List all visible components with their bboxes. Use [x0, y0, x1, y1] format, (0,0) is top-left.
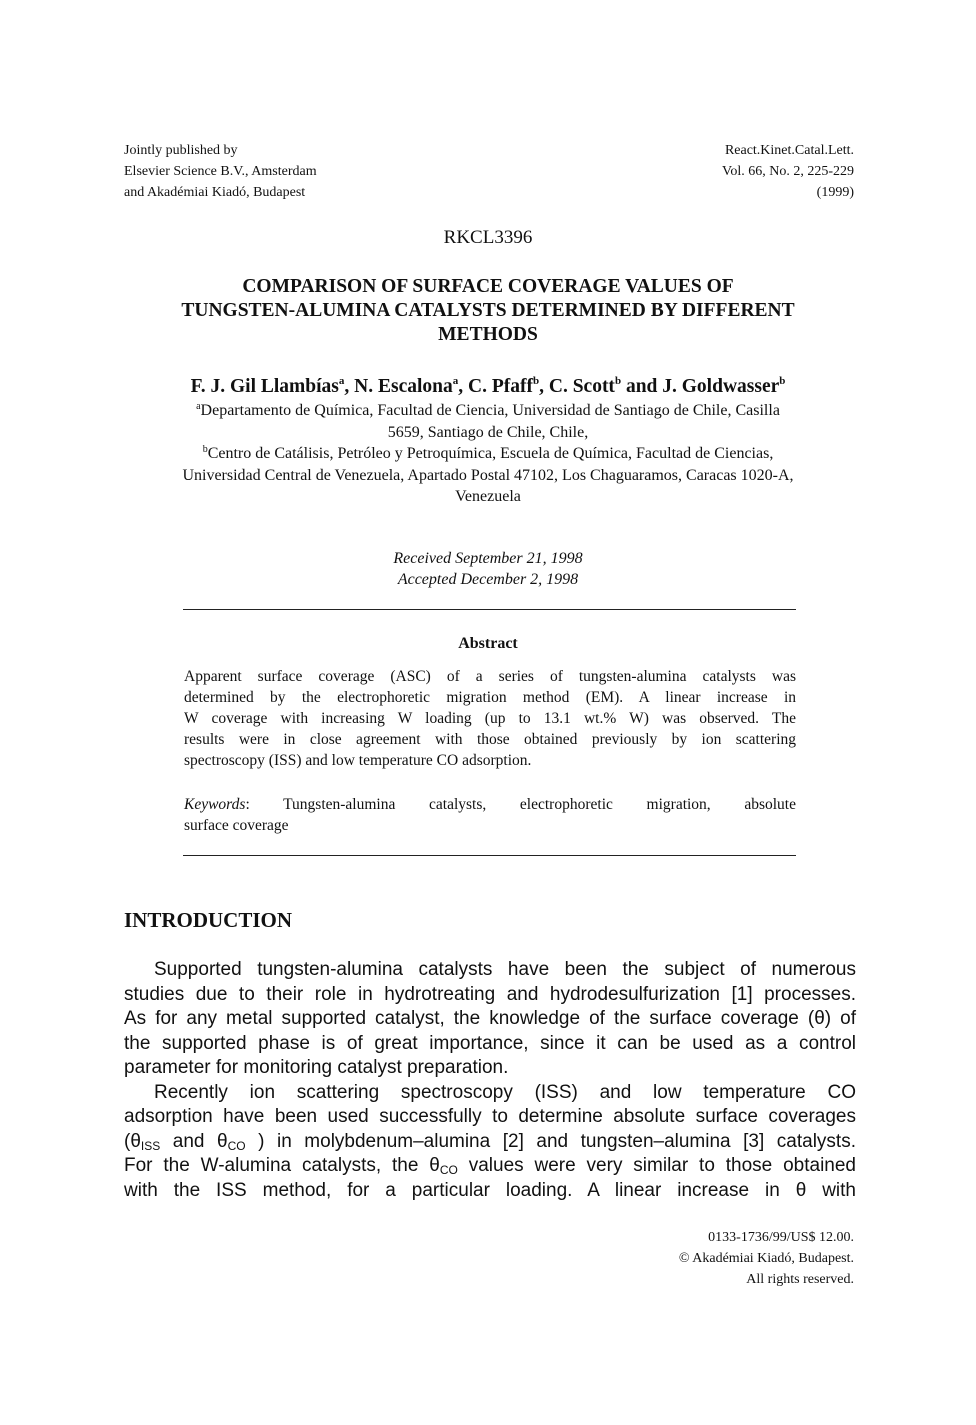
publisher-line: Jointly published by — [124, 143, 238, 158]
abstract-heading: Abstract — [458, 635, 518, 652]
body-text-fragment: ) in molybdenum–alumina [2] and tungsten–alumina [3] catalysts. — [245, 1130, 856, 1152]
keywords-label: Keywords — [184, 796, 246, 813]
author-separator: , — [458, 376, 468, 397]
author-list — [124, 374, 852, 400]
abstract-line: W coverage with increasing W loading (up to 13.1 wt.% W) was observed. The — [184, 710, 796, 727]
abstract-line: results were in close agreement with those obtained previously by ion scattering — [184, 731, 796, 748]
paper-code: RKCL3396 — [443, 227, 533, 248]
abstract-bottom-rule — [183, 855, 796, 856]
author-name: F. J. Gil Llambías — [190, 376, 339, 397]
accepted-date: Accepted December 2, 1998 — [397, 571, 579, 588]
body-text-fragment: and θ — [160, 1130, 228, 1152]
section-heading: INTRODUCTION — [124, 908, 293, 932]
body-line — [124, 1154, 856, 1179]
body-line: with the ISS method, for a particular loading. A linear increase in θ with — [124, 1179, 856, 1201]
publisher-info — [124, 140, 444, 203]
author-affil-mark: b — [614, 375, 622, 387]
affiliations — [124, 400, 852, 508]
author-name: J. Goldwasser — [662, 376, 780, 397]
affiliation-b-line: Venezuela — [455, 488, 521, 505]
body-line — [124, 1130, 856, 1155]
keywords-line — [184, 794, 796, 815]
body-text-fragment: For the W-alumina catalysts, the θ — [124, 1155, 440, 1176]
author-name: C. Pfaff — [468, 376, 533, 397]
keywords-text: : Tungsten-alumina catalysts, electrophoretic migration, absolute — [245, 796, 796, 813]
subscript: ISS — [140, 1138, 161, 1153]
affiliation-a-line — [124, 400, 852, 422]
author-affil-mark: a — [452, 375, 459, 387]
body-line: adsorption have been used successfully to determine absolute surface coverages — [124, 1106, 856, 1127]
paper-title — [124, 275, 852, 347]
affil-mark: b — [202, 444, 208, 455]
abstract-line: spectroscopy (ISS) and low temperature CO adsorption. — [184, 752, 532, 769]
body-text-fragment: (θ — [124, 1130, 141, 1152]
author-separator: , — [539, 376, 549, 397]
footer-line: © Akadémiai Kiadó, Budapest. — [678, 1251, 854, 1266]
body-text-fragment: values were very similar to those obtained — [457, 1155, 857, 1176]
journal-line: (1999) — [816, 185, 854, 200]
affil-text: Departamento de Química, Facultad de Ciencia, Universidad de Santiago de Chile, Casilla — [200, 402, 780, 419]
submission-dates — [0, 548, 976, 590]
publisher-line: Elsevier Science B.V., Amsterdam — [124, 164, 317, 179]
affiliation-b-line: Universidad Central de Venezuela, Apartado Postal 47102, Los Chaguaramos, Caracas 1020-A, — [182, 466, 794, 484]
abstract-top-rule — [183, 609, 796, 610]
subscript: CO — [227, 1138, 246, 1153]
author-affil-mark: b — [779, 375, 786, 387]
title-line: METHODS — [438, 324, 538, 345]
affil-text: Centro de Catálisis, Petróleo y Petroquímica, Escuela de Química, Facultad de Ciencias, — [207, 445, 774, 462]
author-affil-mark: a — [338, 375, 345, 387]
journal-line: React.Kinet.Catal.Lett. — [724, 143, 854, 158]
title-line: COMPARISON OF SURFACE COVERAGE VALUES OF — [242, 276, 734, 297]
title-line: TUNGSTEN-ALUMINA CATALYSTS DETERMINED BY DIFFERENT — [181, 300, 795, 321]
footer-line: 0133-1736/99/US$ 12.00. — [708, 1230, 854, 1245]
affil-mark: a — [196, 401, 201, 412]
body-line: studies due to their role in hydrotreating and hydrodesulfurization [1] processes. — [124, 983, 856, 1005]
introduction-body — [124, 958, 856, 1203]
author-separator: and — [621, 376, 663, 397]
abstract-body — [184, 666, 796, 771]
body-line: As for any metal supported catalyst, the knowledge of the surface coverage (θ) of — [124, 1008, 856, 1029]
author-separator: , — [344, 376, 355, 397]
affiliation-b-line — [124, 443, 852, 465]
journal-info — [534, 140, 854, 203]
keywords-line: surface coverage — [184, 817, 289, 834]
author-affil-mark: b — [532, 375, 540, 387]
copyright-footer — [534, 1227, 854, 1290]
body-line: parameter for monitoring catalyst preparation. — [124, 1057, 509, 1078]
body-line: Supported tungsten-alumina catalysts have been the subject of numerous — [154, 959, 856, 980]
subscript: CO — [439, 1163, 458, 1177]
publisher-line: and Akadémiai Kiadó, Budapest — [124, 185, 306, 200]
author-name: C. Scott — [548, 376, 615, 397]
received-date: Received September 21, 1998 — [393, 550, 583, 567]
footer-line: All rights reserved. — [746, 1272, 854, 1287]
keywords — [184, 794, 796, 836]
abstract-line: determined by the electrophoretic migration method (EM). A linear increase in — [184, 689, 796, 706]
body-line: the supported phase is of great importance, since it can be used as a control — [124, 1032, 856, 1054]
affiliation-a-line: 5659, Santiago de Chile, Chile, — [387, 423, 589, 441]
author-name: N. Escalona — [354, 376, 453, 397]
journal-line: Vol. 66, No. 2, 225-229 — [722, 164, 854, 179]
abstract-line: Apparent surface coverage (ASC) of a series of tungsten-alumina catalysts was — [184, 668, 796, 685]
body-line: Recently ion scattering spectroscopy (ISS) and low temperature CO — [154, 1081, 856, 1103]
